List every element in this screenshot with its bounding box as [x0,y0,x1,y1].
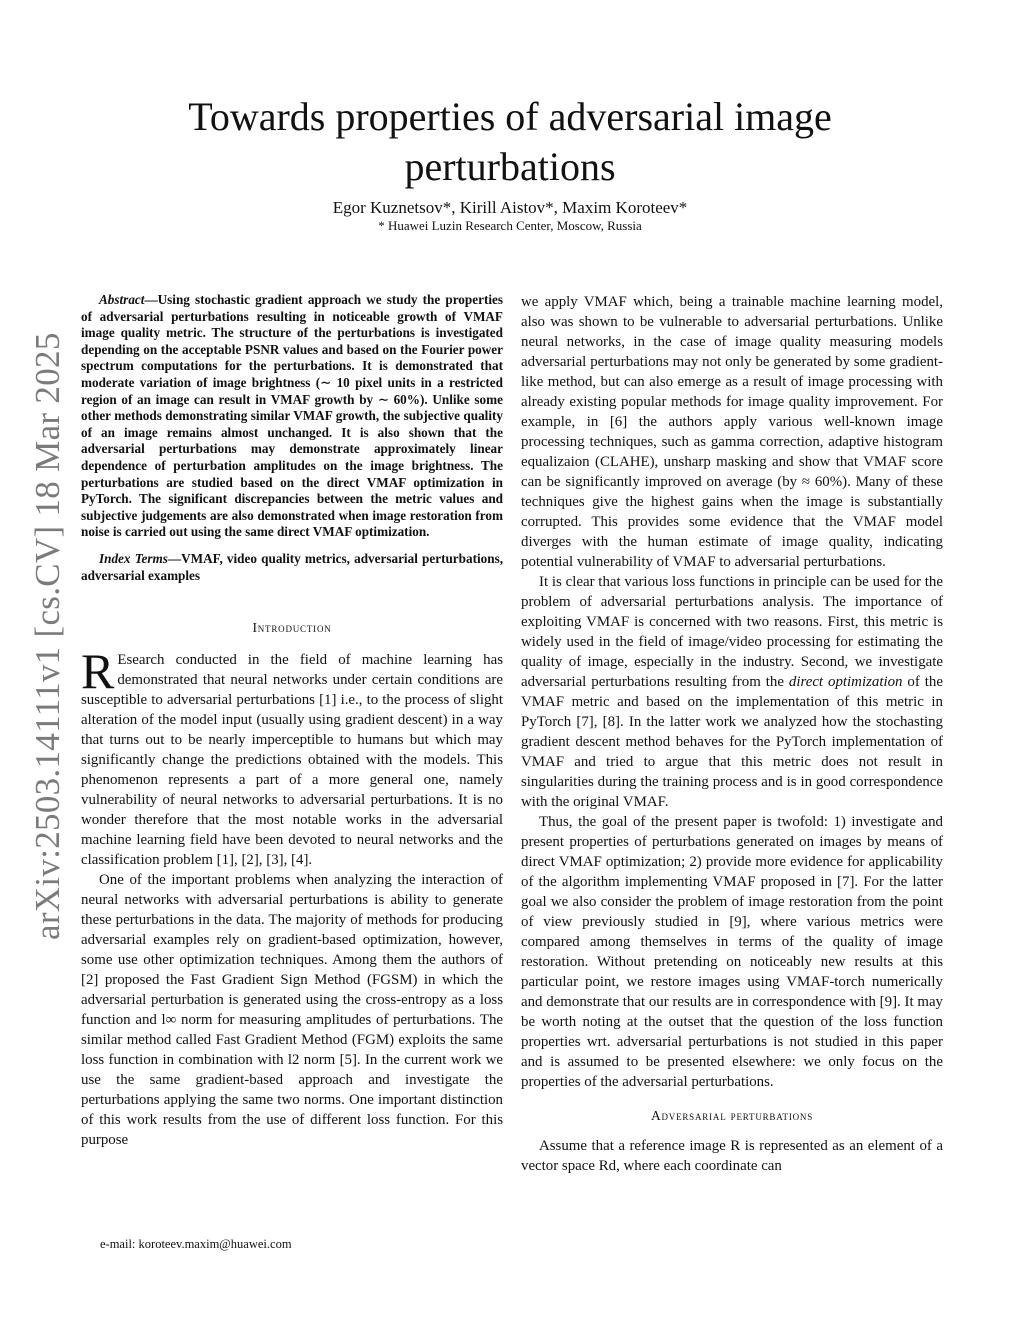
intro-paragraph-2: One of the important problems when analyzing the interaction of neural networks with adversarial perturbations is ability to generate these perturbations in the data. The majority of methods for producing adversarial examples rely on gradient-based optimization, however, some use other optimization techniques. Among them the authors of [2] proposed the Fast Gradient Sign Method (FGSM) in which the adversarial perturbation is generated using the cross-entropy as a loss function and l∞ norm for measuring amplitudes of perturbations. The similar method called Fast Gradient Method (FGM) exploits the same loss function in combination with l2 norm [5]. In the current work we use the same gradient-based approach and investigate the perturbations applying the same two norms. One important distinction of this work results from the use of different loss function. For this purpose [81,872,503,1149]
index-terms-text: —VMAF, video quality metrics, adversarial perturbations, adversarial examples [81,550,504,583]
intro-paragraph-1 [81,643,503,870]
abstract [81,292,503,541]
right-paragraph-2 [521,572,943,812]
intro-paragraph-1-text: Esearch conducted in the field of machine learning has demonstrated that neural networks under certain conditions are susceptible to adversarial perturbations [1] i.e., to the process of slight alteration of the model input (usually using gradient descent) in a way that turns out to be nearly imperceptible to humans but which may significantly change the predictions obtained with the models. This phenomenon represents a part of a more general one, namely vulnerability of neural networks to adversarial perturbations. It is no wonder therefore that the most notable works in the adversarial machine learning field have been devoted to neural networks and the classification problem [1], [2], [3], [4]. [81,652,503,869]
section-heading-adversarial: Adversarial perturbations [650,1108,814,1123]
section-heading-introduction: Introduction [252,620,332,636]
footnote-email: e-mail: koroteev.maxim@huawei.com [100,1237,292,1251]
arxiv-identifier: arXiv:2503.14111v1 [cs.CV] 18 Mar 2025 [28,332,67,940]
right-column [521,292,943,1176]
drop-cap: R [81,643,115,700]
author-list: Egor Kuznetsov*, Kirill Aistov*, Maxim Koroteev* [332,198,688,217]
index-terms-lead: Index Terms [99,550,168,566]
emphasis-direct-optimization: direct optimization [788,674,903,690]
abstract-text: —Using stochastic gradient approach we study the properties of adversarial perturbations resulting in noticeable growth of VMAF image quality metric. The structure of the perturbations is investigated depending on the acceptable PSNR values and based on the Fourier power spectrum computations for the perturbations. It is demonstrated that moderate variation of image brightness (∼ 10 pixel units in a restricted region of an image can result in VMAF growth by ∼ 60%). Unlike some other methods demonstrating similar VMAF growth, the subjective quality of an image remains almost unchanged. It is also shown that the adversarial perturbations may demonstrate approximately linear dependence of perturbation amplitudes on the image brightness. The perturbations are studied based on the direct VMAF optimization in PyTorch. The significant discrepancies between the metric values and subjective judgements are also demonstrated when image restoration from noise is carried out using the same direct VMAF optimization. [81,292,503,540]
index-terms [81,551,503,584]
right-paragraph-1: we apply VMAF which, being a trainable machine learning model, also was shown to be vulnerable to adversarial perturbations. Unlike neural networks, in the case of image quality measuring models adversarial perturbations may not only be generated by some gradient-like method, but can also emerge as a result of image processing with already existing popular methods for image quality improvement. For example, in [6] the authors apply various well-known image processing techniques, such as gamma correction, adaptive histogram equalizaion (CLAHE), unsharp masking and show that VMAF score can be significantly improved on average (by ≈ 60%). Many of these techniques give the highest gains when the image is substantially corrupted. This provides some evidence that the VMAF model diverges with the human estimate of image quality, indicating potential vulnerability of VMAF to adversarial perturbations. [521,294,943,570]
left-column [81,292,503,1150]
paper-title: Towards properties of adversarial image perturbations [188,94,832,189]
right-paragraph-4: Assume that a reference image R is represented as an element of a vector space Rd, where each coordinate can [521,1138,943,1174]
right-paragraph-2-part-b: of the VMAF metric and based on the implementation of this metric in PyTorch [7], [8]. In the latter work we analyzed how the stochasting gradient descent method behaves for the PyTorch implementation of VMAF and tried to argue that this metric does not result in singularities during the training process and is in good correspondence with the original VMAF. [521,674,943,810]
abstract-lead: Abstract [99,292,145,307]
right-paragraph-2-part-a: It is clear that various loss functions in principle can be used for the problem of adversarial perturbations analysis. The importance of exploiting VMAF is concerned with two reasons. First, this metric is widely used in the field of image/video processing for estimating the quality of image, especially in the industry. Second, we investigate adversarial perturbations resulting from the [521,574,943,690]
affiliation: * Huawei Luzin Research Center, Moscow, Russia [378,218,642,233]
right-paragraph-3: Thus, the goal of the present paper is twofold: 1) investigate and present properties of perturbations generated on images by means of direct VMAF optimization; 2) provide more evidence for applicability of the algorithm implementing VMAF proposed in [7]. For the latter goal we also consider the problem of image restoration from the point of view previously studied in [9], where various metrics were compared among themselves in terms of the quality of image restoration. Without pretending on noticeably new results at this particular point, we restore images using VMAF-torch numerically and demonstrate that our results are in correspondence with [9]. It may be worth noting at the outset that the question of the loss function properties wrt. adversarial perturbations is not studied in this paper and is assumed to be presented elsewhere: we only focus on the properties of the adversarial perturbations. [521,814,943,1090]
